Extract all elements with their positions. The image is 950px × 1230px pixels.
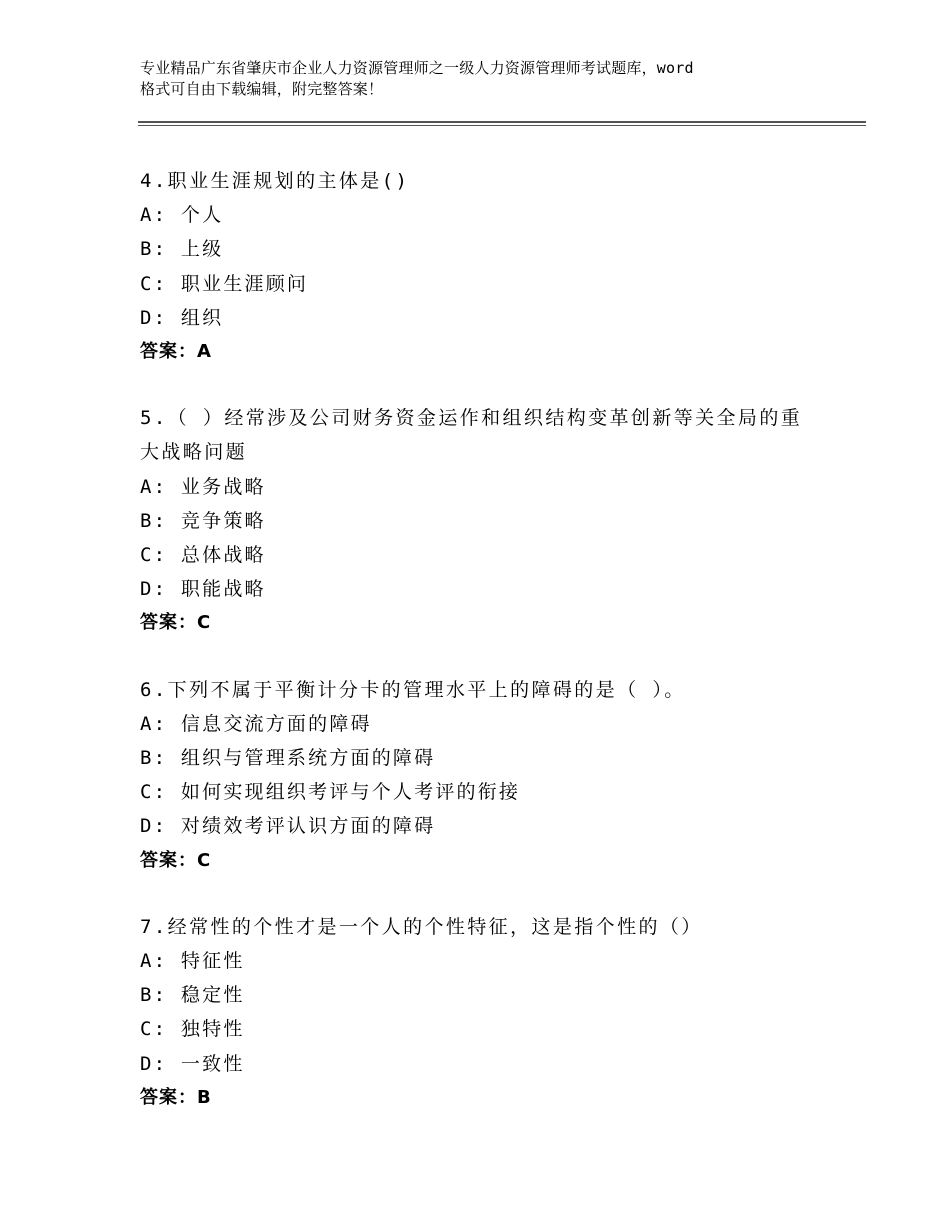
option-d: D: 一致性	[140, 1052, 245, 1075]
header-line-2: 格式可自由下载编辑，附完整答案！	[140, 80, 384, 98]
option-c: C: 总体战略	[140, 544, 266, 567]
question-5	[140, 401, 840, 640]
option-b: B: 稳定性	[140, 984, 245, 1007]
question-4	[140, 164, 840, 369]
answer-label: 答案：C	[140, 849, 212, 871]
question-6	[140, 673, 840, 878]
option-b: B: 组织与管理系统方面的障碍	[140, 747, 436, 770]
header-line-1: 专业精品广东省肇庆市企业人力资源管理师之一级人力资源管理师考试题库，word	[140, 59, 694, 77]
question-stem: 7.经常性的个性才是一个人的个性特征，这是指个性的（）	[140, 915, 703, 938]
question-list	[140, 164, 840, 1147]
option-d: D: 对绩效考评认识方面的障碍	[140, 815, 436, 838]
option-c: C: 如何实现组织考评与个人考评的衔接	[140, 781, 521, 804]
option-c: C: 独特性	[140, 1018, 245, 1041]
question-stem: 6.下列不属于平衡计分卡的管理水平上的障碍的是（ ）。	[140, 678, 686, 701]
option-a: A: 特征性	[140, 950, 245, 973]
document-header	[140, 58, 840, 100]
question-7	[140, 910, 840, 1115]
header-divider-thin	[138, 125, 866, 126]
option-a: A: 业务战略	[140, 475, 266, 498]
option-a: A: 个人	[140, 204, 224, 227]
option-c: C: 职业生涯顾问	[140, 272, 309, 295]
question-stem-line-1: 5.（ ）经常涉及公司财务资金运作和组织结构变革创新等关全局的重	[140, 407, 803, 430]
option-a: A: 信息交流方面的障碍	[140, 712, 372, 735]
header-divider-thick	[138, 121, 866, 123]
option-b: B: 竞争策略	[140, 509, 266, 532]
answer-label: 答案：B	[140, 1086, 212, 1108]
question-stem: 4.职业生涯规划的主体是()	[140, 170, 410, 192]
answer-label: 答案：A	[140, 341, 212, 363]
option-d: D: 职能战略	[140, 578, 266, 601]
question-stem-line-2: 大战略问题	[140, 441, 248, 464]
option-d: D: 组织	[140, 306, 224, 329]
answer-label: 答案：C	[140, 612, 212, 634]
option-b: B: 上级	[140, 238, 224, 261]
